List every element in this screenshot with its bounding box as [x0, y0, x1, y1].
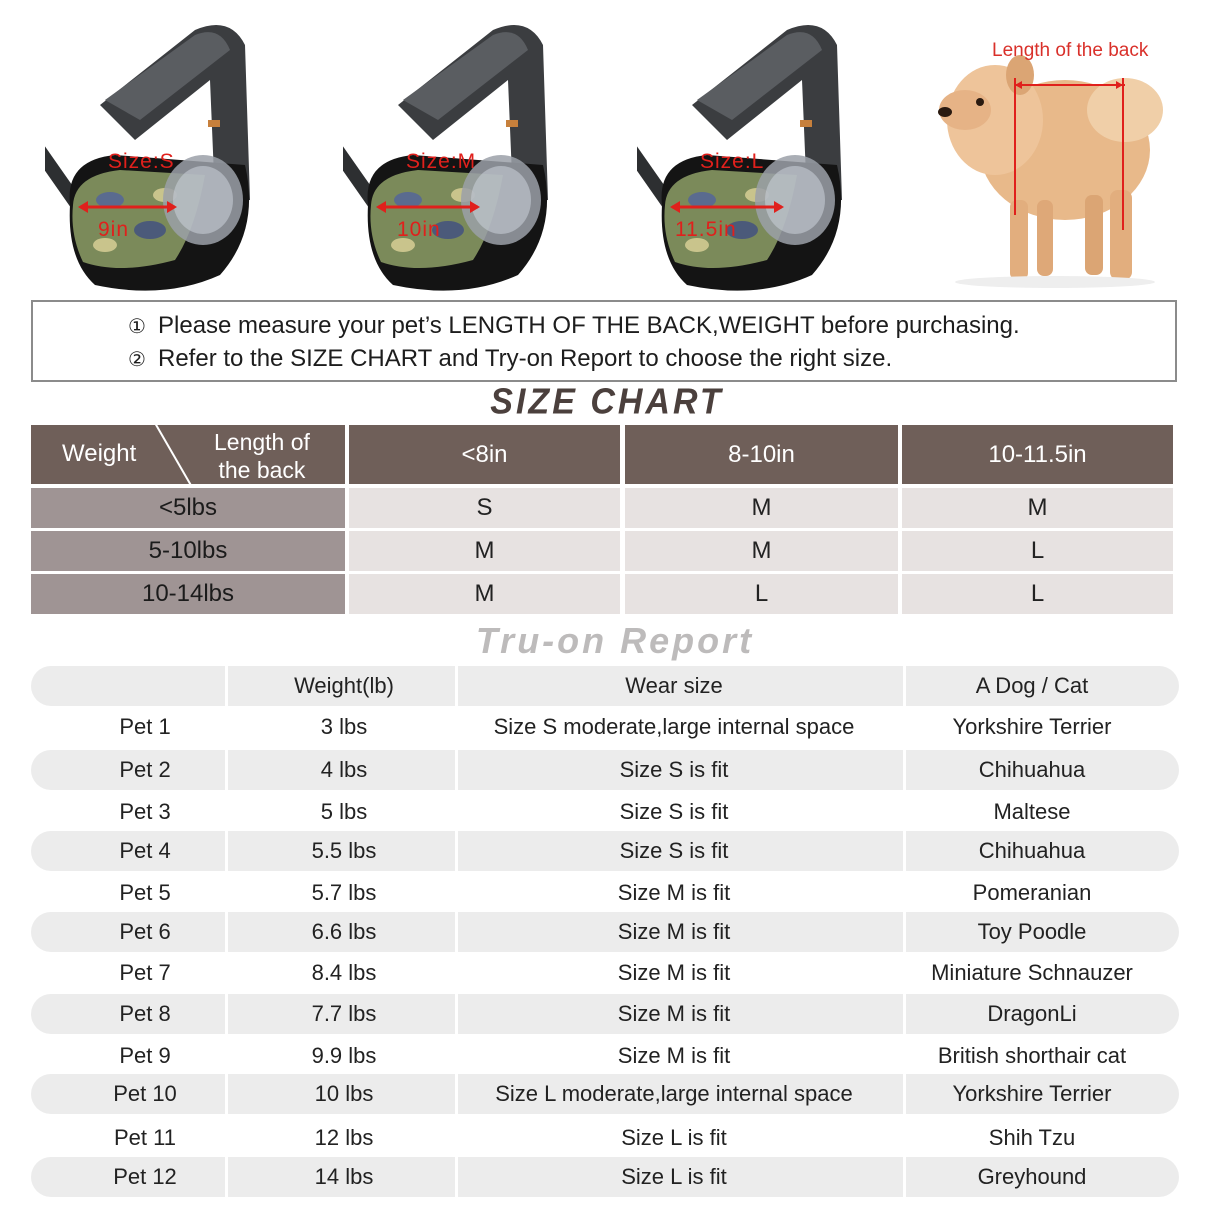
report-cell: Size S is fit [619, 838, 729, 863]
corner-length-label [214, 428, 310, 484]
size-chart-cell: L [902, 574, 1173, 614]
size-chart-column-header: 10-11.5in [902, 425, 1173, 484]
report-cell: 4 lbs [320, 757, 368, 782]
report-cell: 5.5 lbs [311, 838, 377, 863]
size-chart-column-header: 8-10in [625, 425, 898, 484]
instruction-text: Refer to the SIZE CHART and Try-on Report to choose the right size. [158, 345, 893, 372]
report-cell: 9.9 lbs [311, 1043, 377, 1068]
report-cell: Size L moderate,large internal space [495, 1081, 853, 1106]
pomeranian-photo [925, 30, 1185, 295]
size-chart-cell: M [625, 488, 898, 528]
bag-size-label: Size:L [700, 150, 765, 173]
report-cell: 5 lbs [320, 799, 368, 824]
report-cell: Pet 12 [113, 1164, 177, 1189]
report-cell: DragonLi [987, 1001, 1077, 1026]
report-cell: Miniature Schnauzer [931, 960, 1133, 985]
bag-size-label: Size:S [108, 150, 175, 173]
bag-size-2 [343, 0, 583, 295]
report-cell: Size M is fit [617, 880, 731, 905]
report-column-header: A Dog / Cat [975, 673, 1089, 698]
bag-size-3 [637, 0, 877, 295]
instruction-number: ② [128, 349, 146, 371]
bag-width-label: 11.5in [675, 218, 737, 241]
bag-width-label: 9in [98, 218, 130, 241]
width-arrow [637, 0, 877, 295]
size-chart-cell: M [349, 531, 620, 571]
size-chart-cell: M [625, 531, 898, 571]
corner-length-line-2: the back [218, 457, 306, 483]
report-cell: 12 lbs [314, 1125, 374, 1150]
report-cell: Toy Poodle [977, 919, 1087, 944]
report-cell: Size S is fit [619, 799, 729, 824]
instruction-text: Please measure your pet’s LENGTH OF THE BACK,WEIGHT before purchasing. [158, 312, 1020, 339]
size-chart-row-header: <5lbs [31, 488, 345, 528]
report-cell: 14 lbs [314, 1164, 374, 1189]
report-cell: Pet 11 [114, 1125, 176, 1150]
back-length-label: Length of the back [992, 40, 1149, 61]
report-cell: Shih Tzu [988, 1125, 1076, 1150]
width-arrow [343, 0, 583, 295]
report-cell: Size M is fit [617, 1001, 731, 1026]
report-cell: Size M is fit [617, 1043, 731, 1068]
instruction-1 [128, 312, 1020, 340]
report-cell: 3 lbs [320, 714, 368, 739]
instruction-number: ① [128, 316, 146, 338]
report-cell: Pet 6 [119, 919, 171, 944]
bag-size-label: Size:M [406, 150, 477, 173]
report-column-header: Wear size [625, 673, 723, 698]
width-arrow [45, 0, 285, 295]
report-cell: Pet 5 [119, 880, 171, 905]
back-length-marker [925, 30, 1185, 295]
bag-width-label: 10in [397, 218, 441, 241]
size-chart-cell: S [349, 488, 620, 528]
instructions-box [31, 300, 1177, 382]
instruction-2 [128, 345, 892, 373]
report-cell: Size M is fit [617, 919, 731, 944]
report-cell: Chihuahua [978, 838, 1086, 863]
report-cell: Size M is fit [617, 960, 731, 985]
report-cell: Pet 1 [119, 714, 171, 739]
report-cell: Maltese [993, 799, 1071, 824]
report-cell: Pomeranian [972, 880, 1092, 905]
report-cell: Size S moderate,large internal space [493, 714, 855, 739]
size-chart-cell: L [902, 531, 1173, 571]
corner-length-line-1: Length of [214, 429, 310, 455]
report-cell: Size L is fit [621, 1125, 727, 1150]
report-cell: Pet 4 [119, 838, 171, 863]
size-chart-cell: L [625, 574, 898, 614]
report-cell: Pet 7 [119, 960, 171, 985]
report-cell: 10 lbs [314, 1081, 374, 1106]
report-cell: Pet 10 [113, 1081, 177, 1106]
report-cell: Pet 9 [119, 1043, 171, 1068]
report-cell: Size S is fit [619, 757, 729, 782]
corner-weight-label: Weight [62, 440, 137, 467]
report-cell: Pet 2 [119, 757, 171, 782]
size-chart-row-header: 10-14lbs [31, 574, 345, 614]
size-chart-cell: M [902, 488, 1173, 528]
report-cell: Yorkshire Terrier [952, 714, 1112, 739]
size-chart-row-header: 5-10lbs [31, 531, 345, 571]
report-cell: British shorthair cat [937, 1043, 1127, 1068]
bag-size-1 [45, 0, 285, 295]
size-chart-title: SIZE CHART [490, 382, 724, 422]
size-chart-cell: M [349, 574, 620, 614]
report-cell: 7.7 lbs [311, 1001, 377, 1026]
report-cell: 5.7 lbs [311, 880, 377, 905]
size-chart-column-header: <8in [349, 425, 620, 484]
report-cell: 6.6 lbs [311, 919, 377, 944]
report-cell: 8.4 lbs [311, 960, 377, 985]
report-cell: Chihuahua [978, 757, 1086, 782]
report-cell: Size L is fit [621, 1164, 727, 1189]
report-column-header: Weight(lb) [294, 673, 394, 698]
report-cell: Pet 8 [119, 1001, 171, 1026]
report-title: Tru-on Report [475, 620, 755, 661]
report-cell: Greyhound [977, 1164, 1087, 1189]
report-cell: Pet 3 [119, 799, 171, 824]
report-cell: Yorkshire Terrier [952, 1081, 1112, 1106]
